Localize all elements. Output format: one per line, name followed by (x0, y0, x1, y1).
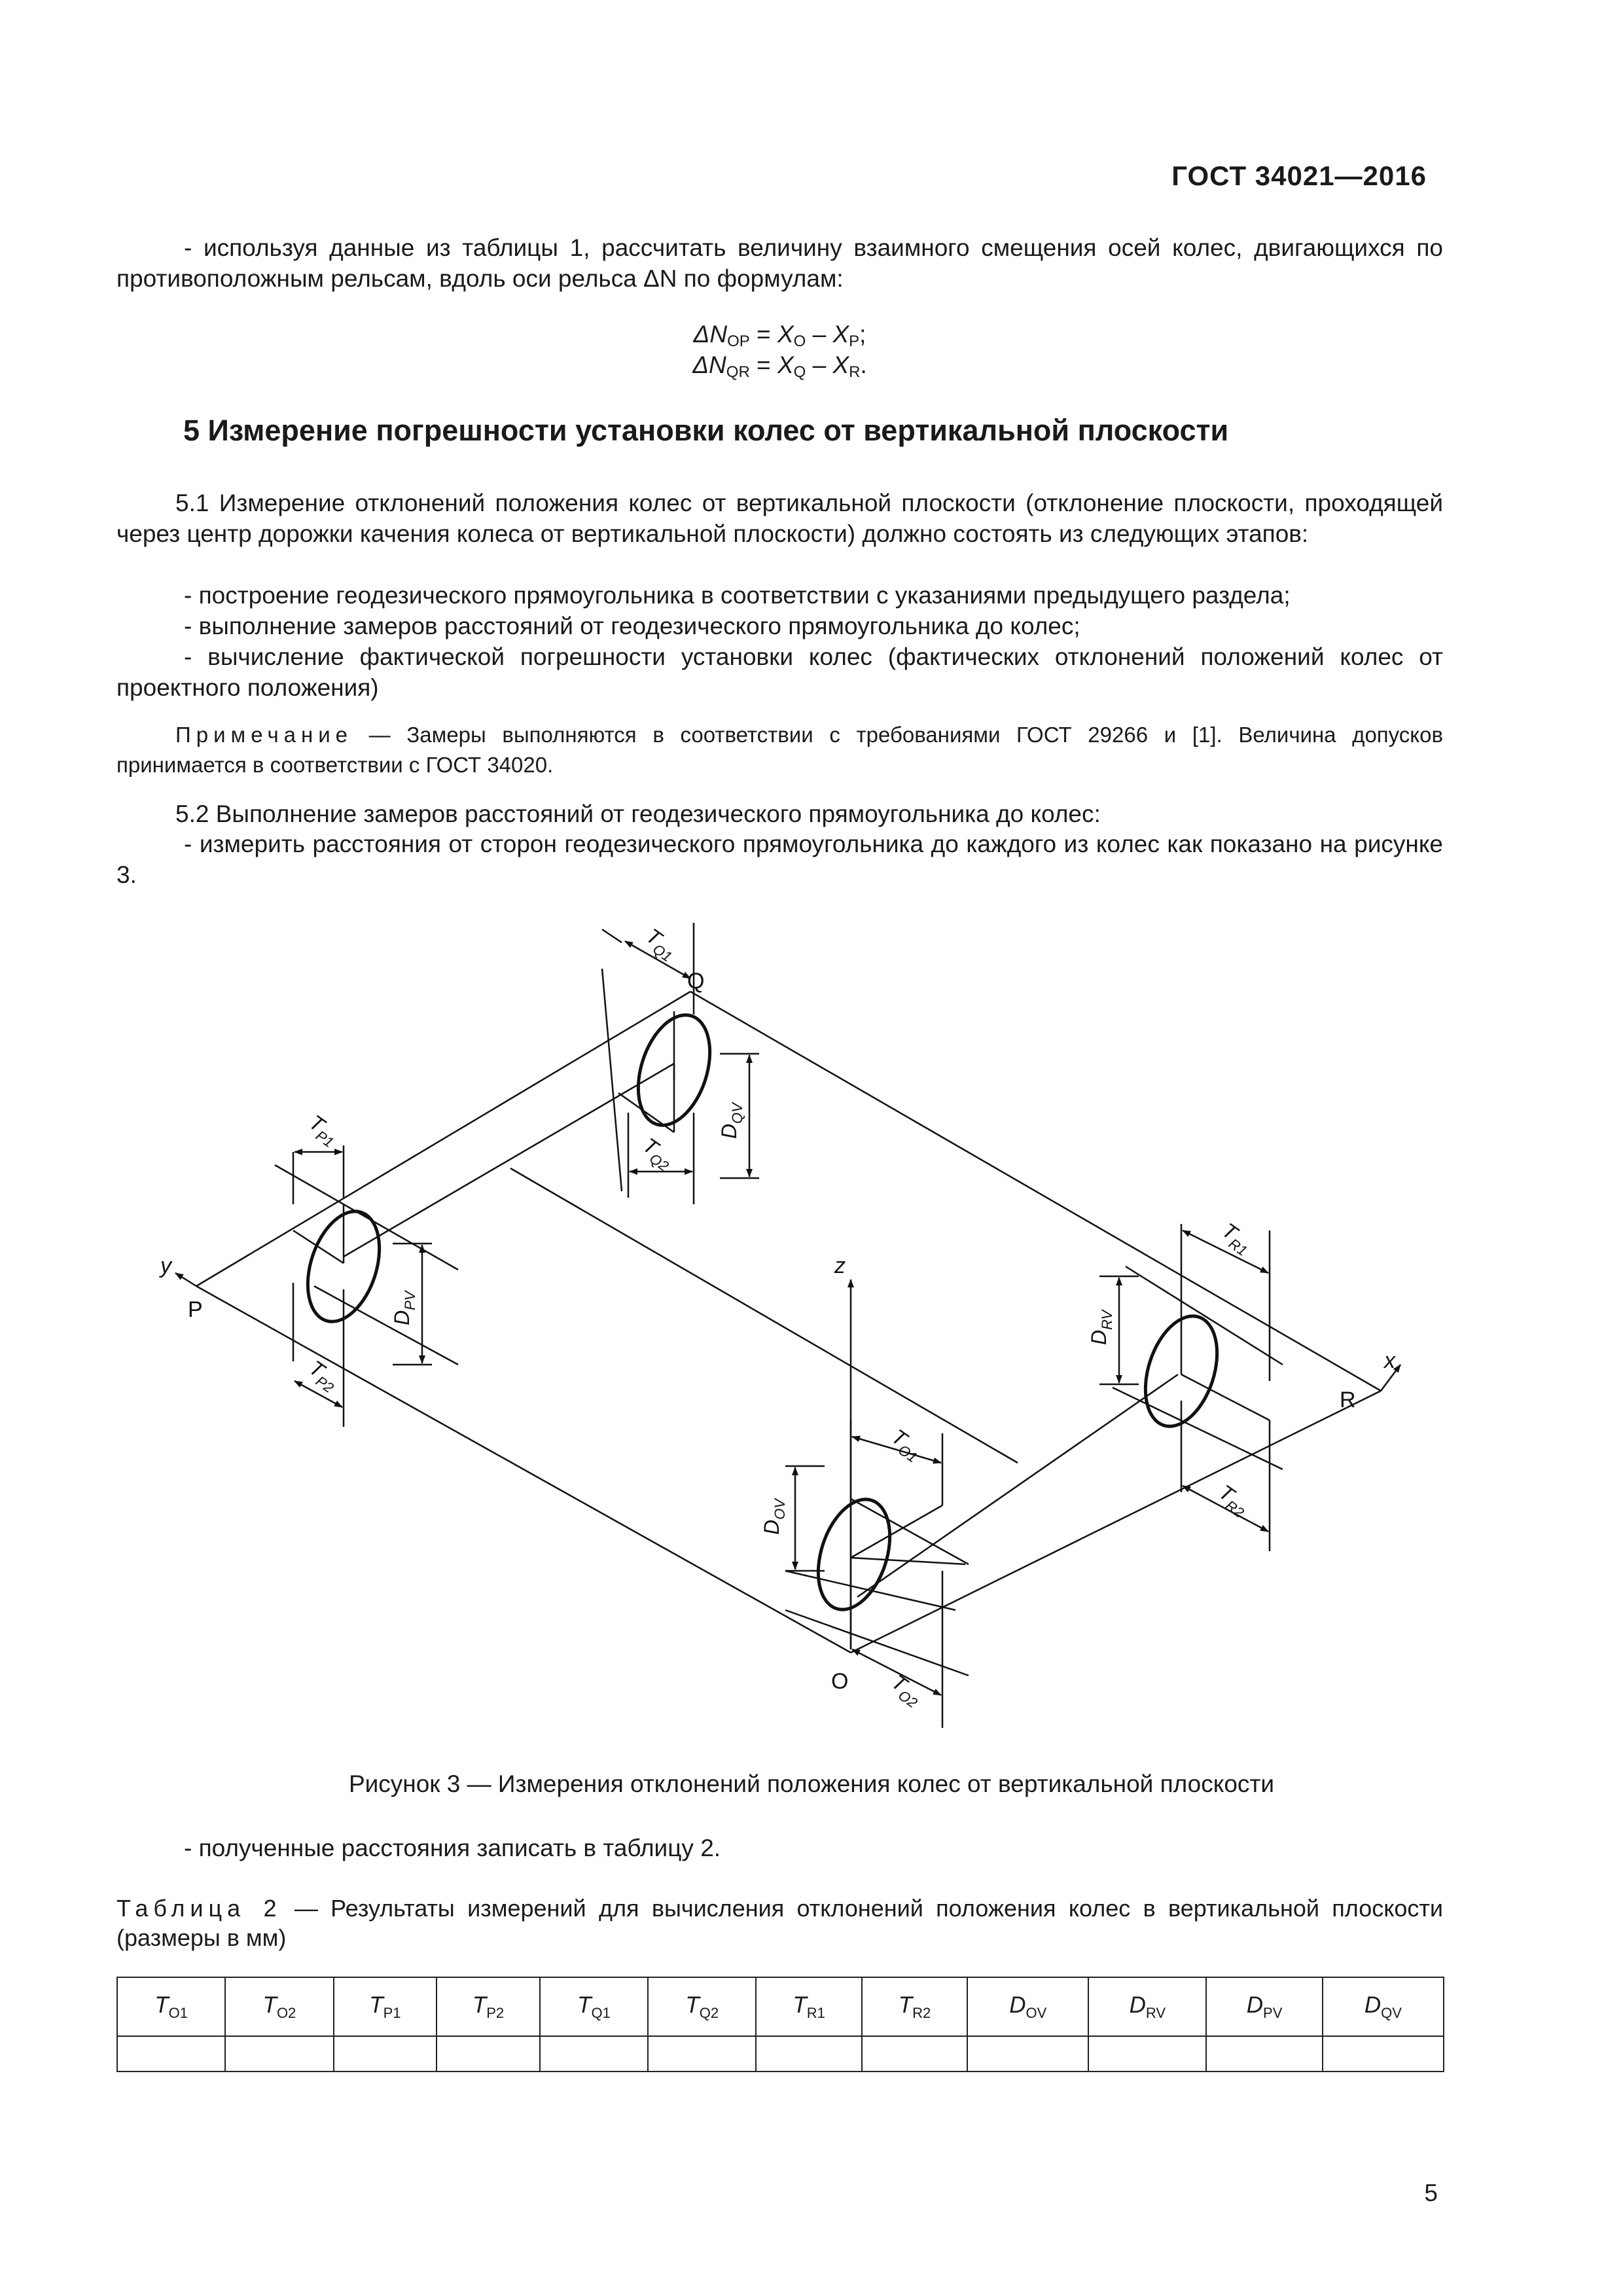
table-row (117, 2036, 1444, 2072)
results-table (116, 1977, 1444, 2072)
table-cell (1088, 2036, 1206, 2072)
note-text: — Замеры выполняются в соответствии с требованиями ГОСТ 29266 и [1]. Величина допусков принимается в соответствии с ГОСТ 34020. (116, 723, 1443, 777)
point-label-q: Q (687, 969, 705, 994)
formula-nqr: $\Delta N_{QR} = X_Q - X_R$. (692, 351, 867, 381)
list-item: - измерить расстояния от сторон геодезического прямоугольника до каждого из колес как показано на рисунке 3. (116, 831, 1443, 888)
document-code: ГОСТ 34021—2016 (1171, 160, 1427, 191)
dim-label-tr2: $T_{R2}$ (1214, 1480, 1247, 1521)
table-header-cell: $T_{Q2}$ (648, 1977, 756, 2036)
table-header-row (117, 1977, 1444, 2036)
paragraph-5-2: 5.2 Выполнение замеров расстояний от геодезического прямоугольника до колес: (175, 800, 1101, 827)
intro-dash-item: - используя данные из таблицы 1, рассчитать величину взаимного смещения осей колес, двигающихся по противоположным рельсам, вдоль оси рельса ΔN по формулам: (116, 234, 1443, 292)
table-cell (1323, 2036, 1444, 2072)
table-header-cell: $T_{R1}$ (756, 1977, 861, 2036)
table-header-cell: $T_{Q1}$ (540, 1977, 648, 2036)
table-cell (225, 2036, 333, 2072)
axis-label-x: x (1384, 1348, 1395, 1373)
table-cell (648, 2036, 756, 2072)
dim-label-to1: $T_{O1}$ (887, 1424, 921, 1466)
table-cell (334, 2036, 437, 2072)
table-cell (437, 2036, 540, 2072)
table-cell (756, 2036, 861, 2072)
list-item: - вычисление фактической погрешности установки колес (фактических отклонений положений колес от проектного положения) (116, 643, 1443, 701)
axis-label-z: z (834, 1253, 846, 1278)
point-label-p: P (188, 1297, 203, 1322)
dim-label-dov: $D_{OV}$ (760, 1499, 788, 1535)
table-cell (117, 2036, 225, 2072)
table-header-cell: $D_{PV}$ (1206, 1977, 1322, 2036)
table-header-cell: $T_{P1}$ (334, 1977, 437, 2036)
dim-label-tr1: $T_{R1}$ (1217, 1218, 1251, 1259)
paragraph-5-1: 5.1 Измерение отклонений положения колес от вертикальной плоскости (отклонение плоскости, проходящей через центр дорожки качения колеса от вертикальной плоскости) должно состоять из следующих этапов: (116, 490, 1443, 547)
table-header-cell: $D_{QV}$ (1323, 1977, 1444, 2036)
rect-edge-or (851, 1391, 1381, 1653)
dim-label-to2: $T_{O2}$ (887, 1670, 921, 1712)
table-cell (967, 2036, 1088, 2072)
figure-caption: Рисунок 3 — Измерения отклонений положения колес от вертикальной плоскости (348, 1770, 1275, 1797)
axis-label-y: y (160, 1253, 171, 1278)
rect-edge-po (196, 1286, 851, 1653)
table-2-label: Таблица 2 (116, 1895, 282, 1922)
section-title: 5 Измерение погрешности установки колес от вертикальной плоскости (183, 414, 1229, 447)
dim-label-tq2: $T_{Q2}$ (638, 1133, 672, 1175)
dim-label-dqv: $D_{QV}$ (717, 1103, 745, 1139)
table-header-cell: $T_{P2}$ (437, 1977, 540, 2036)
list-item: - построение геодезического прямоугольника в соответствии с указаниями предыдущего раздела; (184, 582, 1291, 609)
table-2-title (116, 1893, 1443, 1952)
table-cell (540, 2036, 648, 2072)
note-label: Примечание (175, 723, 353, 747)
page-number: 5 (1424, 2179, 1438, 2206)
dim-label-tq1: $T_{Q1}$ (641, 924, 675, 965)
after-figure-item: - полученные расстояния записать в таблицу 2. (184, 1835, 721, 1861)
table-header-cell: $T_{R2}$ (862, 1977, 967, 2036)
table-cell (1206, 2036, 1322, 2072)
note (116, 720, 1443, 780)
table-header-cell: $T_{O1}$ (117, 1977, 225, 2036)
dim-label-tp2: $T_{P2}$ (304, 1355, 337, 1397)
wheel-o (806, 1490, 903, 1619)
table-header-cell: $D_{RV}$ (1088, 1977, 1206, 2036)
point-label-o: O (831, 1669, 849, 1694)
figure-3-diagram (0, 910, 1623, 1728)
table-header-cell: $D_{OV}$ (967, 1977, 1088, 2036)
dim-label-tp1: $T_{P1}$ (304, 1110, 337, 1151)
y-axis (175, 1273, 196, 1286)
table-header-cell: $T_{O2}$ (225, 1977, 333, 2036)
dim-label-dpv: $D_{PV}$ (390, 1291, 418, 1325)
list-item: - выполнение замеров расстояний от геодезического прямоугольника до колес; (184, 613, 1080, 639)
table-2-title-text: — Результаты измерений для вычисления отклонений положения колес в вертикальной плоскости (размеры в мм) (116, 1895, 1443, 1951)
rect-edge-qr (690, 992, 1381, 1391)
point-label-r: R (1340, 1388, 1356, 1412)
formula-nop: $\Delta N_{OP} = X_O - X_P$; (693, 321, 866, 350)
dim-label-drv: $D_{RV}$ (1087, 1310, 1115, 1345)
table-cell (862, 2036, 967, 2072)
